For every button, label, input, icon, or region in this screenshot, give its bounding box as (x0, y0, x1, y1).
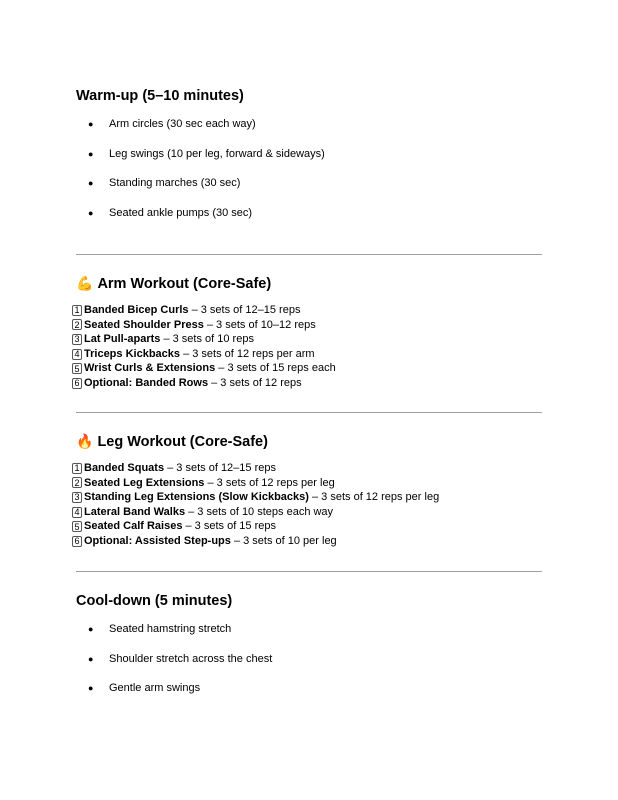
list-item (72, 332, 336, 347)
bullet-icon: ● (88, 148, 94, 159)
exercise-detail: – 3 sets of 12–15 reps (188, 304, 301, 316)
number-badge-icon: 3 (72, 334, 82, 345)
number-badge-icon: 1 (72, 305, 82, 316)
bullet-icon: ● (88, 683, 94, 693)
exercise-name: Standing Leg Extensions (Slow Kickbacks) (84, 491, 309, 504)
leg-heading (76, 432, 268, 451)
arm-exercise-list (72, 303, 336, 391)
fire-icon: 🔥 (76, 433, 94, 449)
number-badge-icon: 3 (72, 492, 82, 503)
exercise-detail: – 3 sets of 10 steps each way (185, 505, 334, 518)
warmup-list (88, 117, 325, 235)
list-item-text: Gentle arm swings (109, 682, 201, 694)
exercise-detail: – 3 sets of 10 per leg (230, 534, 337, 547)
arm-title: Arm Workout (Core-Safe) (97, 276, 272, 292)
section-divider (76, 254, 542, 255)
list-item (88, 622, 272, 636)
number-badge-icon: 1 (72, 463, 82, 474)
list-item (72, 534, 439, 549)
cooldown-list (88, 622, 272, 711)
list-item-text: Arm circles (30 sec each way) (109, 118, 256, 130)
list-item-text: Leg swings (10 per leg, forward & sideways) (109, 147, 325, 160)
warmup-title: Warm-up (5–10 minutes) (76, 88, 244, 104)
bullet-icon: ● (88, 119, 94, 129)
number-badge-icon: 6 (72, 536, 82, 547)
number-badge-icon: 5 (72, 521, 82, 532)
list-item (88, 652, 272, 666)
flexed-bicep-icon: 💪 (76, 275, 94, 291)
list-item (72, 303, 336, 318)
list-item-text: Shoulder stretch across the chest (109, 652, 273, 665)
number-badge-icon: 2 (72, 477, 82, 488)
exercise-name: Triceps Kickbacks (84, 347, 181, 360)
number-badge-icon: 4 (72, 507, 82, 518)
list-item (88, 117, 325, 131)
number-badge-icon: 2 (72, 319, 82, 330)
section-divider (76, 571, 542, 572)
exercise-detail: – 3 sets of 15 reps each (215, 362, 336, 375)
section-divider (76, 412, 542, 413)
leg-exercise-list (72, 461, 439, 549)
list-item-text: Standing marches (30 sec) (109, 177, 241, 189)
exercise-detail: – 3 sets of 12 reps per leg (308, 491, 440, 504)
exercise-name: Seated Shoulder Press (84, 318, 204, 331)
cooldown-title: Cool-down (5 minutes) (76, 593, 233, 609)
exercise-name: Lat Pull-aparts (84, 333, 161, 346)
list-item (72, 519, 439, 534)
exercise-detail: – 3 sets of 10 reps (160, 333, 254, 346)
number-badge-icon: 6 (72, 378, 82, 389)
list-item (72, 361, 336, 376)
list-item (72, 318, 336, 333)
exercise-name: Seated Calf Raises (84, 520, 183, 533)
exercise-detail: – 3 sets of 12 reps (208, 376, 302, 389)
exercise-name: Banded Bicep Curls (84, 304, 189, 316)
exercise-detail: – 3 sets of 10–12 reps (203, 318, 316, 331)
list-item (88, 176, 325, 190)
exercise-name: Seated Leg Extensions (84, 476, 205, 489)
list-item (72, 376, 336, 391)
exercise-detail: – 3 sets of 12 reps per leg (204, 476, 335, 489)
list-item (72, 476, 439, 491)
warmup-heading (76, 87, 244, 105)
bullet-icon: ● (88, 207, 94, 218)
exercise-detail: – 3 sets of 12–15 reps (164, 462, 276, 474)
exercise-detail: – 3 sets of 15 reps (182, 520, 276, 533)
number-badge-icon: 5 (72, 363, 82, 374)
bullet-icon: ● (88, 178, 94, 188)
list-item (72, 490, 439, 505)
list-item (88, 681, 272, 695)
list-item (88, 147, 325, 161)
list-item-text: Seated hamstring stretch (109, 623, 232, 635)
cooldown-heading (76, 592, 232, 610)
list-item (72, 505, 439, 520)
list-item (72, 461, 439, 476)
exercise-name: Optional: Banded Rows (84, 376, 209, 389)
exercise-detail: – 3 sets of 12 reps per arm (180, 347, 315, 360)
exercise-name: Banded Squats (84, 462, 165, 474)
exercise-name: Optional: Assisted Step-ups (84, 534, 231, 547)
exercise-name: Wrist Curls & Extensions (84, 362, 216, 375)
arm-heading (76, 274, 271, 293)
exercise-name: Lateral Band Walks (84, 505, 186, 518)
list-item (72, 347, 336, 362)
bullet-icon: ● (88, 624, 94, 634)
list-item (88, 206, 325, 220)
number-badge-icon: 4 (72, 349, 82, 360)
bullet-icon: ● (88, 653, 94, 664)
leg-title: Leg Workout (Core-Safe) (97, 434, 268, 450)
list-item-text: Seated ankle pumps (30 sec) (109, 206, 253, 219)
